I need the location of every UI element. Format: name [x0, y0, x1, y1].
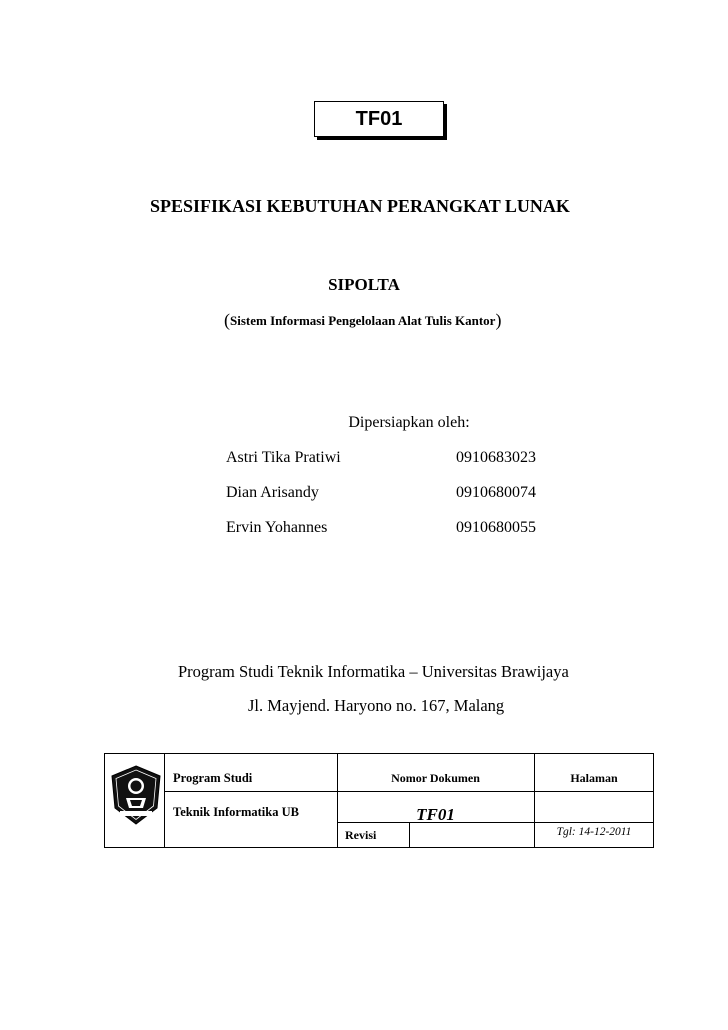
author-nim: 0910683023: [456, 449, 536, 466]
open-paren: (: [224, 310, 230, 330]
doc-number-value: TF01: [416, 805, 455, 824]
program-value: Teknik Informatika UB: [173, 805, 299, 819]
author-nim: 0910680074: [456, 484, 536, 501]
document-code-box: [314, 101, 444, 137]
author-name: Dian Arisandy: [226, 484, 319, 501]
author-name: Astri Tika Pratiwi: [226, 449, 341, 466]
author-nim: 0910680055: [456, 519, 536, 536]
program-label: Program Studi: [173, 771, 253, 785]
app-full-name: [224, 310, 501, 331]
app-name: SIPOLTA: [328, 275, 400, 294]
revision-label: Revisi: [345, 828, 377, 842]
page-label: Halaman: [570, 771, 618, 785]
close-paren: ): [495, 310, 502, 330]
table-divider: [337, 754, 338, 847]
document-code: TF01: [355, 107, 403, 130]
author-name: Ervin Yohannes: [226, 519, 328, 536]
table-divider: [409, 822, 410, 847]
app-full-name-text: Sistem Informasi Pengelolaan Alat Tulis Kantor: [230, 313, 496, 328]
prepared-by-label: Dipersiapkan oleh:: [348, 414, 470, 431]
document-date: Tgl: 14-12-2011: [556, 826, 632, 838]
table-divider: [164, 791, 653, 792]
university-logo: [108, 764, 164, 826]
table-divider: [164, 754, 165, 847]
document-info-table: [104, 753, 654, 848]
doc-number-label: Nomor Dokumen: [391, 771, 480, 785]
institution: Program Studi Teknik Informatika – Universitas Brawijaya: [178, 662, 569, 681]
address: Jl. Mayjend. Haryono no. 167, Malang: [248, 696, 505, 715]
document-title: SPESIFIKASI KEBUTUHAN PERANGKAT LUNAK: [150, 196, 570, 216]
